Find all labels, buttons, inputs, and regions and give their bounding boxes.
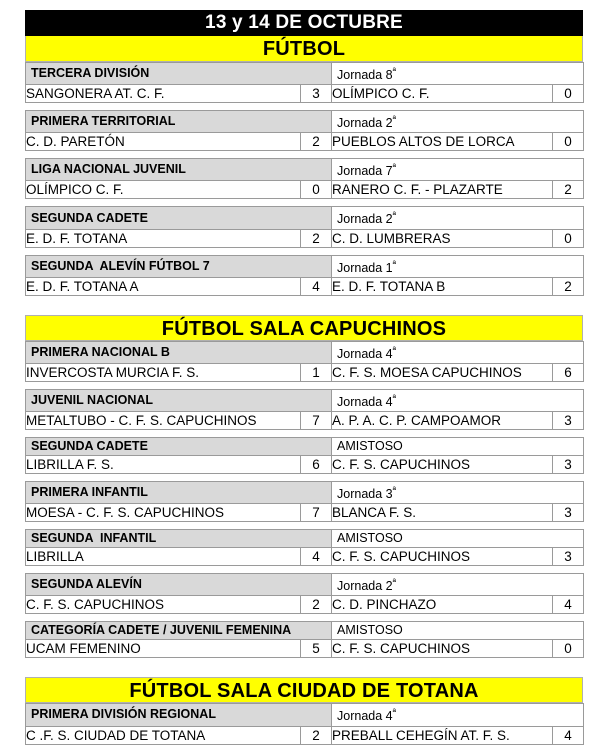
- category-row: [26, 622, 584, 640]
- category-row: [26, 255, 584, 277]
- away-score: 3: [553, 548, 584, 566]
- home-score: 4: [301, 277, 332, 295]
- category-row: [26, 482, 584, 504]
- match-row: [26, 548, 584, 566]
- home-team: METALTUBO - C. F. S. CAPUCHINOS: [26, 412, 301, 430]
- category-filler: [301, 341, 332, 363]
- home-team: LIBRILLA: [26, 548, 301, 566]
- group-gap: [25, 151, 583, 158]
- group-gap: [25, 474, 583, 481]
- match-group: [25, 110, 584, 151]
- category-filler: [301, 159, 332, 181]
- category-filler: [301, 389, 332, 411]
- home-score: 7: [301, 412, 332, 430]
- category-filler: [301, 482, 332, 504]
- category-filler: [301, 704, 332, 726]
- category-name: SEGUNDA ALEVÍN FÚTBOL 7: [26, 255, 301, 277]
- category-name: TERCERA DIVISIÓN: [26, 63, 301, 85]
- match-row: [26, 412, 584, 430]
- match-row: [26, 504, 584, 522]
- away-team: C. F. S. CAPUCHINOS: [332, 456, 553, 474]
- away-score: 0: [553, 133, 584, 151]
- category-row: [26, 389, 584, 411]
- ordinal-suffix: ª: [392, 114, 396, 125]
- match-group: [25, 703, 584, 744]
- match-group: [25, 255, 584, 296]
- category-filler: [301, 63, 332, 85]
- match-row: [26, 229, 584, 247]
- round-label: Jornada $8^ª$: [332, 63, 584, 85]
- away-team: RANERO C. F. - PLAZARTE: [332, 181, 553, 199]
- home-score: 4: [301, 548, 332, 566]
- round-label: Jornada $7^ª$: [332, 159, 584, 181]
- home-team: C. D. PARETÓN: [26, 133, 301, 151]
- away-score: 3: [553, 456, 584, 474]
- round-label: AMISTOSO: [332, 530, 584, 548]
- round-label: AMISTOSO: [332, 622, 584, 640]
- home-score: 0: [301, 181, 332, 199]
- home-score: 7: [301, 504, 332, 522]
- away-score: 3: [553, 504, 584, 522]
- match-group: [25, 158, 584, 199]
- category-row: [26, 111, 584, 133]
- category-row: [26, 341, 584, 363]
- away-team: OLÍMPICO C. F.: [332, 85, 553, 103]
- match-row: [26, 640, 584, 658]
- category-name: PRIMERA NACIONAL B: [26, 341, 301, 363]
- category-row: [26, 704, 584, 726]
- round-label: Jornada $2^ª$: [332, 111, 584, 133]
- home-score: 1: [301, 363, 332, 381]
- ordinal-suffix: ª: [392, 392, 396, 403]
- category-filler: [301, 622, 332, 640]
- round-label: Jornada $4^ª$: [332, 704, 584, 726]
- home-team: OLÍMPICO C. F.: [26, 181, 301, 199]
- category-filler: [301, 438, 332, 456]
- home-team: E. D. F. TOTANA A: [26, 277, 301, 295]
- ordinal-suffix: ª: [392, 258, 396, 269]
- category-row: [26, 530, 584, 548]
- match-group: [25, 341, 584, 382]
- group-gap: [25, 199, 583, 206]
- results-sheet: [25, 10, 583, 745]
- home-team: C .F. S. CIUDAD DE TOTANA: [26, 726, 301, 744]
- category-filler: [301, 111, 332, 133]
- category-filler: [301, 530, 332, 548]
- away-score: 0: [553, 85, 584, 103]
- round-label: Jornada $3^ª$: [332, 482, 584, 504]
- match-group: [25, 621, 584, 658]
- home-score: 2: [301, 229, 332, 247]
- match-group: [25, 389, 584, 430]
- away-team: PREBALL CEHEGÍN AT. F. S.: [332, 726, 553, 744]
- ordinal-suffix: ª: [392, 577, 396, 588]
- sections-container: [25, 36, 583, 745]
- away-score: 3: [553, 412, 584, 430]
- category-row: [26, 207, 584, 229]
- sport-banner: FÚTBOL: [25, 36, 583, 62]
- category-name: PRIMERA DIVISIÓN REGIONAL: [26, 704, 301, 726]
- category-name: SEGUNDA INFANTIL: [26, 530, 301, 548]
- away-score: 2: [553, 277, 584, 295]
- category-filler: [301, 255, 332, 277]
- home-team: E. D. F. TOTANA: [26, 229, 301, 247]
- ordinal-suffix: ª: [392, 162, 396, 173]
- category-row: [26, 159, 584, 181]
- home-score: 6: [301, 456, 332, 474]
- match-group: [25, 62, 584, 103]
- category-filler: [301, 574, 332, 596]
- away-team: PUEBLOS ALTOS DE LORCA: [332, 133, 553, 151]
- home-score: 2: [301, 133, 332, 151]
- match-row: [26, 596, 584, 614]
- ordinal-suffix: ª: [392, 707, 396, 718]
- date-banner: 13 y 14 DE OCTUBRE: [25, 10, 583, 36]
- away-score: 0: [553, 229, 584, 247]
- match-row: [26, 363, 584, 381]
- category-name: LIGA NACIONAL JUVENIL: [26, 159, 301, 181]
- category-name: PRIMERA TERRITORIAL: [26, 111, 301, 133]
- group-gap: [25, 614, 583, 621]
- home-score: 3: [301, 85, 332, 103]
- home-team: UCAM FEMENINO: [26, 640, 301, 658]
- match-group: [25, 206, 584, 247]
- away-team: E. D. F. TOTANA B: [332, 277, 553, 295]
- away-score: 6: [553, 363, 584, 381]
- home-team: LIBRILLA F. S.: [26, 456, 301, 474]
- away-team: C. F. S. MOESA CAPUCHINOS: [332, 363, 553, 381]
- away-team: C. F. S. CAPUCHINOS: [332, 548, 553, 566]
- category-filler: [301, 207, 332, 229]
- match-group: [25, 529, 584, 566]
- round-label: Jornada $4^ª$: [332, 389, 584, 411]
- away-score: 0: [553, 640, 584, 658]
- ordinal-suffix: ª: [392, 485, 396, 496]
- match-group: [25, 573, 584, 614]
- home-team: INVERCOSTA MURCIA F. S.: [26, 363, 301, 381]
- round-label: Jornada $1^ª$: [332, 255, 584, 277]
- group-gap: [25, 566, 583, 573]
- category-name: SEGUNDA CADETE: [26, 207, 301, 229]
- ordinal-suffix: ª: [392, 210, 396, 221]
- group-gap: [25, 522, 583, 529]
- home-score: 2: [301, 596, 332, 614]
- sport-banner: FÚTBOL SALA CIUDAD DE TOTANA: [25, 677, 583, 703]
- match-row: [26, 133, 584, 151]
- group-gap: [25, 430, 583, 437]
- category-name: PRIMERA INFANTIL: [26, 482, 301, 504]
- match-row: [26, 277, 584, 295]
- category-name: JUVENIL NACIONAL: [26, 389, 301, 411]
- section-gap: [25, 658, 583, 677]
- category-name: SEGUNDA ALEVÍN: [26, 574, 301, 596]
- home-team: C. F. S. CAPUCHINOS: [26, 596, 301, 614]
- round-label: Jornada $2^ª$: [332, 207, 584, 229]
- ordinal-suffix: ª: [392, 344, 396, 355]
- match-group: [25, 481, 584, 522]
- away-team: C. F. S. CAPUCHINOS: [332, 640, 553, 658]
- category-name: CATEGORÍA CADETE / JUVENIL FEMENINA: [26, 622, 301, 640]
- away-team: C. D. PINCHAZO: [332, 596, 553, 614]
- category-row: [26, 438, 584, 456]
- home-team: MOESA - C. F. S. CAPUCHINOS: [26, 504, 301, 522]
- group-gap: [25, 382, 583, 389]
- home-team: SANGONERA AT. C. F.: [26, 85, 301, 103]
- round-label: AMISTOSO: [332, 438, 584, 456]
- round-label: Jornada $4^ª$: [332, 341, 584, 363]
- away-score: 2: [553, 181, 584, 199]
- match-group: [25, 437, 584, 474]
- away-team: BLANCA F. S.: [332, 504, 553, 522]
- section-gap: [25, 296, 583, 315]
- match-row: [26, 456, 584, 474]
- ordinal-suffix: ª: [392, 66, 396, 76]
- group-gap: [25, 103, 583, 110]
- away-score: 4: [553, 596, 584, 614]
- group-gap: [25, 248, 583, 255]
- category-name: SEGUNDA CADETE: [26, 438, 301, 456]
- match-row: [26, 726, 584, 744]
- category-row: [26, 574, 584, 596]
- home-score: 5: [301, 640, 332, 658]
- sport-banner: FÚTBOL SALA CAPUCHINOS: [25, 315, 583, 341]
- match-row: [26, 85, 584, 103]
- away-score: 4: [553, 726, 584, 744]
- away-team: C. D. LUMBRERAS: [332, 229, 553, 247]
- home-score: 2: [301, 726, 332, 744]
- match-row: [26, 181, 584, 199]
- round-label: Jornada $2^ª$: [332, 574, 584, 596]
- away-team: A. P. A. C. P. CAMPOAMOR: [332, 412, 553, 430]
- category-row: [26, 63, 584, 85]
